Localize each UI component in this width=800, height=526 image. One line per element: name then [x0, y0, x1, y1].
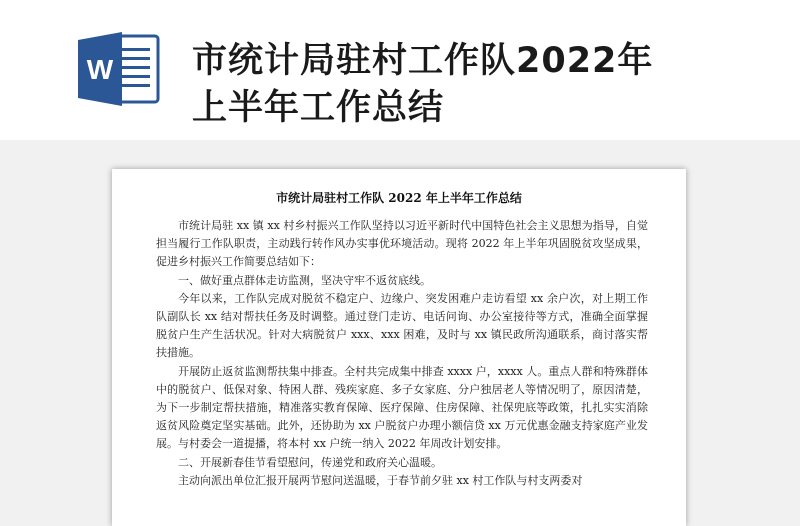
document-body [156, 217, 648, 490]
section-heading: 二、开展新春佳节看望慰问，传递党和政府关心温暖。 [178, 455, 442, 469]
svg-text:W: W [86, 54, 114, 85]
page-title-line-1: 市统计局驻村工作队2022年 [192, 41, 654, 81]
paragraph: 主动向派出单位汇报开展两节慰问送温暖，于春节前夕驻 xx 村工作队与村支两委对 [178, 473, 583, 487]
document-title: 市统计局驻村工作队 2022 年上半年工作总结 [276, 191, 522, 205]
word-icon [76, 30, 162, 108]
document-page [112, 169, 686, 526]
page-title-line-2: 上半年工作总结 [192, 88, 445, 128]
paragraph: 今年以来，工作队完成对脱贫不稳定户、边缘户、突发困难户走访看望 xx 余户次，对上期工作队副队长 xx 结对帮扶任务及时调整。通过登门走访、电话问询、办公室接待等方式，准确全面掌握脱贫户生产生活状况。针对大病脱贫户 xxx、xxx 困难，及时与 xx 镇民政所沟通联系，商讨落实帮扶措施。 [156, 291, 648, 360]
paragraph: 市统计局驻 xx 镇 xx 村乡村振兴工作队坚持以习近平新时代中国特色社会主义思想为指导，自觉担当履行工作队职责，主动践行转作风办实事优环境活动。现将 2022 年上半年巩固脱贫攻坚成果，促进乡村振兴工作简要总结如下： [156, 219, 648, 269]
section-heading: 一、做好重点群体走访监测，坚决守牢不返贫底线。 [178, 273, 431, 287]
header-banner [0, 0, 800, 140]
paragraph: 开展防止返贫监测帮扶集中排查。全村共完成集中排查 xxxx 户，xxxx 人。重点人群和特殊群体中的脱贫户、低保对象、特困人群、残疾家庭、多子女家庭、分户独居老人等情况明了，原因清楚，为下一步制定帮扶措施，精准落实教育保障、医疗保障、住房保障、社保兜底等政策，扎扎实实消除返贫风险奠定坚实基础。此外，还协助为 xx 户脱贫户办理小额信贷 xx 万元优惠金融支持家庭产业发展。与村委会一道提播，将本村 xx 户统一纳入 2022 年周改计划安排。 [156, 364, 648, 451]
